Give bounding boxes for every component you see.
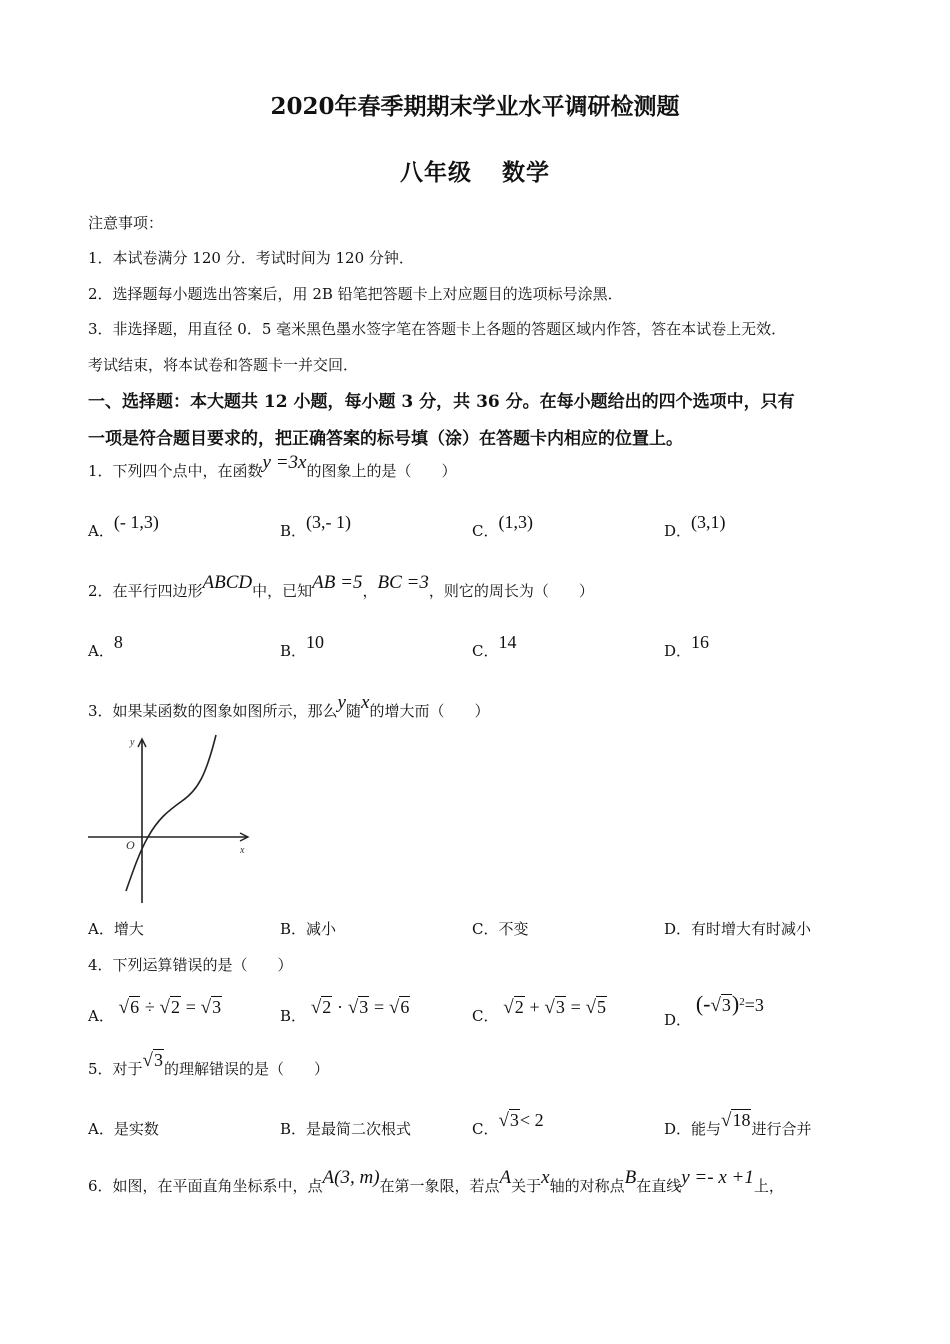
q4-option-b: B． √2 · √3 = √6 [280,997,410,1025]
q3-option-c: C．不变 [472,920,529,938]
q1-option-c: C．(1,3) [472,512,533,540]
q5-option-b: B．是最简二次根式 [280,1120,412,1138]
x-axis-label: x [240,845,245,856]
q5-option-c: C．√3< 2 [472,1110,544,1138]
q2-option-c: C．14 [472,632,517,660]
origin-label: O [126,838,135,852]
q2-option-b: B．10 [280,632,325,660]
notes-heading: 注意事项： [88,214,164,232]
q3-option-a: A．增大 [88,920,144,938]
question-6: 6．如图，在平面直角坐标系中，点A(3, m)在第一象限，若点A关于x轴的对称点B在直线y =- x +1上， [88,1167,784,1195]
function-graph [86,733,256,905]
exam-subtitle [0,154,950,187]
function-curve [126,735,216,891]
q1-function: y =3x [262,452,307,473]
note-item-1: 1．本试卷满分 120 分．考试时间为 120 分钟． [88,249,414,267]
question-4: 4．下列运算错误的是（ ） [88,956,293,974]
q4-option-a: A． √6 ÷ √2 = √3 [88,997,222,1025]
q1-option-b: B．(3,- 1) [280,512,352,540]
section-heading-line-2: 一项是符合题目要求的，把正确答案的标号填（涂）在答题卡内相应的位置上。 [88,429,683,449]
q4-option-c: C． √2 + √3 = √5 [472,997,607,1025]
grade-label: 八年级 [400,159,472,186]
question-2: 2．在平行四边形ABCD中，已知AB =5，BC =3，则它的周长为（ ） [88,572,594,600]
q4-option-d: D． $(-√3)^2=3$ [664,991,764,1029]
q3-option-d: D．有时增大有时减小 [664,920,812,938]
question-3: 3．如果某函数的图象如图所示，那么y随x的增大而（ ） [88,692,490,720]
subject-label: 数学 [502,159,550,186]
q1-option-a: A．(- 1,3) [88,512,159,540]
y-axis-label: y [130,737,135,748]
note-item-4: 考试结束，将本试卷和答题卡一并交回． [88,356,359,374]
question-1: 1．下列四个点中，在函数y =3x的图象上的是（ ） [88,452,457,480]
q2-option-a: A．8 [88,632,123,660]
q1-option-d: D．(3,1) [664,512,726,540]
exam-title: 2020年春季期期末学业水平调研检测题 [270,93,680,120]
note-item-3: 3．非选择题，用直径 0．5 毫米黑色墨水签字笔在答题卡上各题的答题区域内作答，答在本试卷上无效． [88,320,787,338]
q5-option-d: D．能与√18进行合并 [664,1110,812,1138]
q2-option-d: D．16 [664,632,710,660]
q5-option-a: A．是实数 [88,1120,159,1138]
q3-option-b: B．减小 [280,920,337,938]
section-heading-line-1: 一、选择题：本大题共 12 小题，每小题 3 分，共 36 分。在每小题给出的四个选项中，只有 [88,392,795,412]
note-item-2: 2．选择题每小题选出答案后，用 2B 铅笔把答题卡上对应题目的选项标号涂黑． [88,285,623,303]
question-5: 5．对于√3的理解错误的是（ ） [88,1050,329,1078]
